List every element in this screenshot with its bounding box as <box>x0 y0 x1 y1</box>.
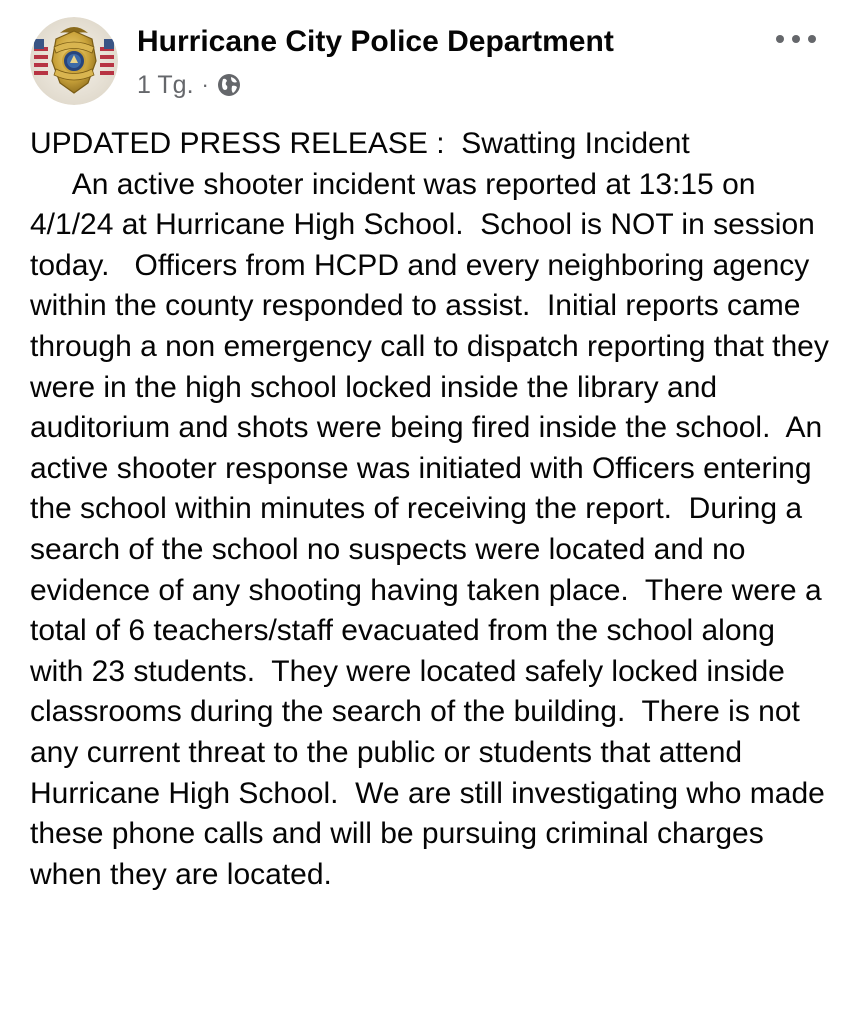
more-dots-icon <box>775 34 817 44</box>
post-body: An active shooter incident was reported at 13:15 on 4/1/24 at Hurricane High School. School is NOT in session today. Officers from HCPD and every neighboring agency within the county responded to assist. Initial reports came through a non emergency call to dispatch reporting that they were in the high school locked inside the library and auditorium and shots were being fired inside the school. An active shooter response was initiated with Officers entering the school within minutes of receiving the report. During a search of the school no suspects were located and no evidence of any shooting having taken place. There were a total of 6 teachers/staff evacuated from the school along with 23 students. They were located safely locked inside classrooms during the search of the building. There is not any current threat to the public or students that attend Hurricane High School. We are still investigating who made these phone calls and will be pursuing criminal charges when they are located. <box>30 167 838 891</box>
meta-separator: · <box>201 72 209 97</box>
page-name[interactable]: Hurricane City Police Department <box>137 25 614 58</box>
post-header <box>0 0 847 120</box>
post-title: UPDATED PRESS RELEASE : Swatting Incident <box>30 127 690 160</box>
police-badge-icon <box>30 17 118 105</box>
more-options-button[interactable] <box>770 24 822 54</box>
post-text <box>30 124 838 895</box>
globe-icon[interactable] <box>217 73 241 97</box>
post-meta <box>137 70 241 100</box>
post-timestamp[interactable]: 1 Tg. <box>137 70 194 99</box>
page-avatar[interactable] <box>30 17 118 105</box>
